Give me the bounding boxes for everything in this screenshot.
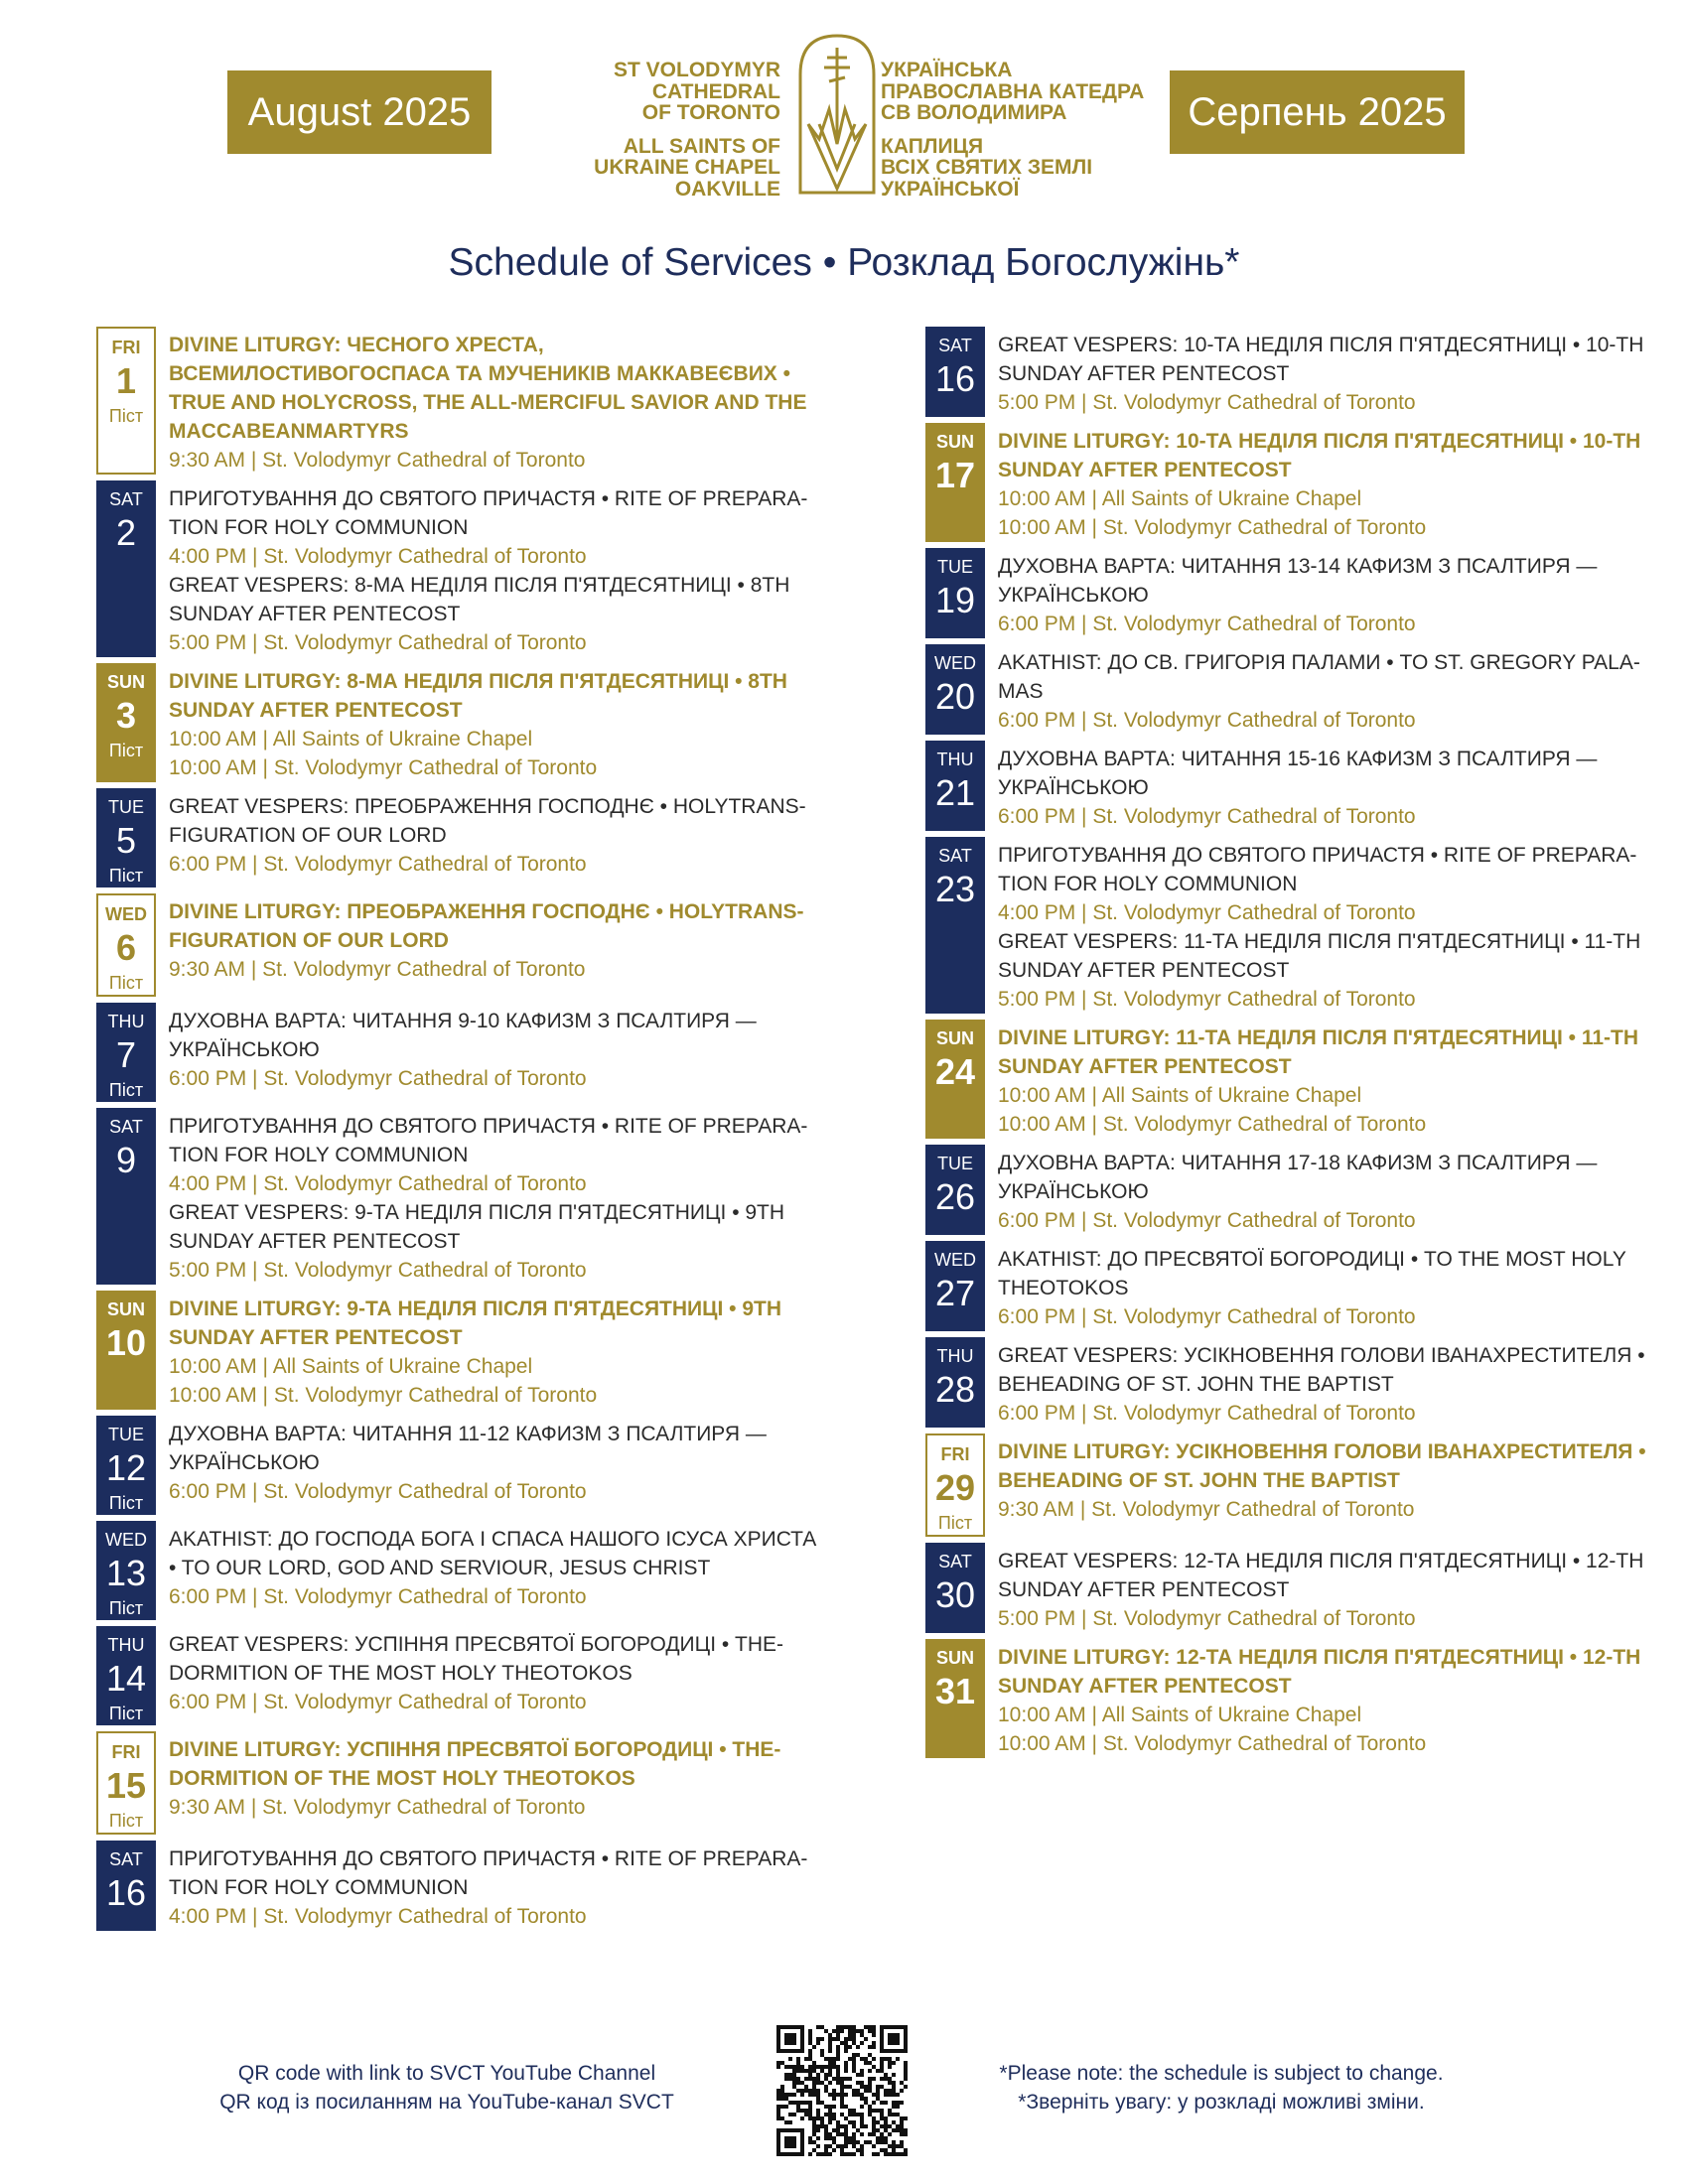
fast-label: Піст bbox=[108, 973, 144, 993]
day-of-week: FRI bbox=[940, 1444, 970, 1464]
entry-details bbox=[985, 548, 1650, 638]
day-of-week: TUE bbox=[937, 557, 973, 577]
service-title: ДУХОВНА ВАРТА: ЧИТАННЯ 13-14 КАФИЗМ З ПСАЛТИРЯ — bbox=[998, 555, 1598, 578]
logo-line: ALL SAINTS OF bbox=[623, 134, 780, 158]
note-en: *Please note: the schedule is subject to change. bbox=[999, 2062, 1444, 2085]
service-title: GREAT VESPERS: 9-ТА НЕДІЛЯ ПІСЛЯ П'ЯТДЕСЯТНИЦІ • 9TH bbox=[169, 1201, 785, 1224]
service-title: SUNDAY AFTER PENTECOST bbox=[998, 1055, 1292, 1078]
service-title: GREAT VESPERS: 12-ТА НЕДІЛЯ ПІСЛЯ П'ЯТДЕСЯТНИЦІ • 12-TH bbox=[998, 1550, 1644, 1572]
fast-label: Піст bbox=[108, 1080, 144, 1100]
day-number: 12 bbox=[105, 1447, 147, 1488]
schedule-entry bbox=[925, 1639, 1650, 1758]
logo-line: ST VOLODYMYR bbox=[613, 59, 780, 81]
service-time-location: 6:00 PM | St. Volodymyr Cathedral of Toronto bbox=[998, 1305, 1416, 1328]
schedule-change-note bbox=[983, 2059, 1460, 2116]
logo-line: UKRAINE CHAPEL bbox=[594, 156, 780, 179]
service-title: TION FOR HOLY COMMUNION bbox=[998, 873, 1298, 895]
service-title: SUNDAY AFTER PENTECOST bbox=[169, 699, 463, 722]
day-of-week: SAT bbox=[109, 1117, 143, 1137]
date-badge bbox=[96, 1291, 156, 1410]
date-badge bbox=[925, 423, 985, 542]
day-of-week: THU bbox=[936, 750, 974, 769]
service-title: УКРАЇНСЬКОЮ bbox=[998, 584, 1149, 607]
entry-details bbox=[156, 788, 821, 887]
day-number: 5 bbox=[115, 820, 137, 861]
entry-details bbox=[985, 644, 1650, 735]
fast-label: Піст bbox=[108, 1704, 144, 1723]
logo-text-en bbox=[594, 60, 780, 200]
service-title: ПРИГОТУВАННЯ ДО СВЯТОГО ПРИЧАСТЯ • RITE OF PREPARA- bbox=[169, 487, 808, 510]
fast-label: Піст bbox=[108, 406, 144, 426]
day-of-week: SAT bbox=[938, 846, 972, 866]
entry-details bbox=[985, 1337, 1650, 1428]
service-title: GREAT VESPERS: 11-ТА НЕДІЛЯ ПІСЛЯ П'ЯТДЕСЯТНИЦІ • 11-TH bbox=[998, 930, 1641, 953]
cathedral-cross-logo-icon bbox=[794, 30, 880, 196]
schedule-entry bbox=[96, 788, 821, 887]
entry-details bbox=[156, 1731, 821, 1835]
schedule-entry bbox=[925, 1145, 1650, 1235]
schedule-entry bbox=[925, 837, 1650, 1014]
service-time-location: 10:00 AM | All Saints of Ukraine Chapel bbox=[998, 487, 1362, 510]
logo-line: CATHEDRAL bbox=[651, 79, 780, 103]
service-time-location: 6:00 PM | St. Volodymyr Cathedral of Toronto bbox=[998, 709, 1416, 732]
service-time-location: 10:00 AM | St. Volodymyr Cathedral of Toronto bbox=[169, 756, 598, 779]
logo-line: УКРАЇНСЬКА bbox=[881, 59, 1013, 81]
service-time-location: 6:00 PM | St. Volodymyr Cathedral of Toronto bbox=[998, 1209, 1416, 1232]
day-of-week: SUN bbox=[106, 1299, 145, 1319]
date-badge bbox=[925, 327, 985, 417]
service-time-location: 9:30 AM | St. Volodymyr Cathedral of Toronto bbox=[169, 1796, 586, 1819]
service-title: SUNDAY AFTER PENTECOST bbox=[169, 603, 461, 625]
service-title: SUNDAY AFTER PENTECOST bbox=[998, 459, 1292, 481]
day-of-week: FRI bbox=[111, 338, 141, 357]
day-number: 3 bbox=[115, 695, 137, 736]
date-badge bbox=[925, 1020, 985, 1139]
service-time-location: 4:00 PM | St. Volodymyr Cathedral of Toronto bbox=[998, 901, 1416, 924]
schedule-entry bbox=[925, 1020, 1650, 1139]
schedule-entry bbox=[96, 1731, 821, 1835]
date-badge bbox=[96, 1003, 156, 1102]
date-badge bbox=[96, 1626, 156, 1725]
page-title: Schedule of Services • Розклад Богослужінь* bbox=[448, 241, 1240, 284]
month-label-uk: Серпень 2025 bbox=[1170, 70, 1465, 154]
entry-details bbox=[156, 1291, 821, 1410]
entry-details bbox=[156, 663, 821, 782]
day-of-week: THU bbox=[936, 1346, 974, 1366]
day-number: 16 bbox=[105, 1872, 147, 1913]
day-number: 6 bbox=[115, 927, 137, 968]
schedule-entry bbox=[96, 1841, 821, 1931]
service-title: DIVINE LITURGY: ЧЕСНОГО ХРЕСТА, bbox=[169, 334, 544, 356]
day-of-week: WED bbox=[105, 1530, 147, 1550]
schedule-entry bbox=[96, 1626, 821, 1725]
service-time-location: 6:00 PM | St. Volodymyr Cathedral of Toronto bbox=[998, 1402, 1416, 1425]
logo-line: OAKVILLE bbox=[674, 177, 780, 201]
service-title: ПРИГОТУВАННЯ ДО СВЯТОГО ПРИЧАСТЯ • RITE OF PREPARA- bbox=[169, 1847, 808, 1870]
day-number: 20 bbox=[934, 676, 976, 717]
service-title: MACCABEANMARTYRS bbox=[169, 420, 409, 443]
entry-details bbox=[985, 741, 1650, 831]
service-title: ПРИГОТУВАННЯ ДО СВЯТОГО ПРИЧАСТЯ • RITE OF PREPARA- bbox=[998, 844, 1637, 867]
date-badge bbox=[925, 644, 985, 735]
date-badge bbox=[925, 741, 985, 831]
service-title: DIVINE LITURGY: 10-ТА НЕДІЛЯ ПІСЛЯ П'ЯТДЕСЯТНИЦІ • 10-TH bbox=[998, 430, 1641, 453]
fast-label: Піст bbox=[108, 1811, 144, 1831]
schedule-entry bbox=[925, 741, 1650, 831]
service-title: FIGURATION OF OUR LORD bbox=[169, 824, 447, 847]
fast-label: Піст bbox=[108, 1493, 144, 1513]
date-badge bbox=[96, 327, 156, 475]
day-of-week: WED bbox=[934, 653, 976, 673]
schedule-entry bbox=[96, 1291, 821, 1410]
day-of-week: SAT bbox=[938, 1552, 972, 1571]
service-title: DIVINE LITURGY: ПРЕОБРАЖЕННЯ ГОСПОДНЄ • HOLYTRANS- bbox=[169, 900, 804, 923]
service-title: DIVINE LITURGY: УСІКНОВЕННЯ ГОЛОВИ ІВАНАХРЕСТИТЕЛЯ • bbox=[998, 1440, 1646, 1463]
note-uk: *Зверніть увагу: у розкладі можливі зміни. bbox=[1018, 2091, 1425, 2114]
entry-details bbox=[985, 1433, 1650, 1537]
service-title: SUNDAY AFTER PENTECOST bbox=[998, 1675, 1292, 1698]
date-badge bbox=[925, 837, 985, 1014]
service-time-location: 10:00 AM | St. Volodymyr Cathedral of Toronto bbox=[998, 1732, 1427, 1755]
day-number: 14 bbox=[105, 1658, 147, 1699]
schedule-entry bbox=[925, 327, 1650, 417]
day-number: 19 bbox=[934, 580, 976, 620]
service-title: УКРАЇНСЬКОЮ bbox=[998, 776, 1149, 799]
date-badge bbox=[96, 1108, 156, 1285]
entry-details bbox=[985, 837, 1650, 1014]
service-title: DIVINE LITURGY: 11-ТА НЕДІЛЯ ПІСЛЯ П'ЯТДЕСЯТНИЦІ • 11-TH bbox=[998, 1026, 1639, 1049]
day-number: 30 bbox=[934, 1574, 976, 1615]
logo-line: КАПЛИЦЯ bbox=[881, 134, 984, 158]
day-of-week: FRI bbox=[111, 1742, 141, 1762]
service-title: УКРАЇНСЬКОЮ bbox=[169, 1451, 320, 1474]
service-time-location: 9:30 AM | St. Volodymyr Cathedral of Toronto bbox=[998, 1498, 1415, 1521]
service-title: GREAT VESPERS: 10-ТА НЕДІЛЯ ПІСЛЯ П'ЯТДЕСЯТНИЦІ • 10-TH bbox=[998, 334, 1644, 356]
service-title: TION FOR HOLY COMMUNION bbox=[169, 1144, 469, 1166]
day-of-week: THU bbox=[107, 1012, 145, 1031]
service-time-location: 10:00 AM | St. Volodymyr Cathedral of Toronto bbox=[169, 1384, 598, 1407]
service-title: AKATHIST: ДО ГОСПОДА БОГА І СПАСА НАШОГО ІСУСА ХРИСТА bbox=[169, 1528, 817, 1551]
service-title: SUNDAY AFTER PENTECOST bbox=[169, 1326, 463, 1349]
entry-details bbox=[156, 1108, 821, 1285]
service-time-location: 9:30 AM | St. Volodymyr Cathedral of Toronto bbox=[169, 958, 586, 981]
day-number: 21 bbox=[934, 772, 976, 813]
service-time-location: 6:00 PM | St. Volodymyr Cathedral of Toronto bbox=[998, 613, 1416, 635]
schedule-entry bbox=[925, 548, 1650, 638]
service-time-location: 6:00 PM | St. Volodymyr Cathedral of Toronto bbox=[169, 1480, 587, 1503]
service-title: TION FOR HOLY COMMUNION bbox=[169, 516, 469, 539]
service-title: ВСЕМИЛОСТИВОГОСПАСА ТА МУЧЕНИКІВ МАККАВЕЄВИХ • bbox=[169, 362, 791, 385]
schedule-entry bbox=[96, 1108, 821, 1285]
qr-code-icon[interactable] bbox=[776, 2025, 908, 2156]
schedule-entry bbox=[96, 1003, 821, 1102]
day-number: 15 bbox=[105, 1765, 147, 1806]
schedule-entry bbox=[96, 893, 821, 997]
schedule-entry bbox=[925, 1241, 1650, 1331]
logo-line: ПРАВОСЛАВНА КАТЕДРА bbox=[881, 79, 1145, 103]
date-badge bbox=[925, 1241, 985, 1331]
day-number: 17 bbox=[934, 455, 976, 495]
qr-caption-en: QR code with link to SVCT YouTube Channel bbox=[237, 2062, 656, 2085]
day-number: 24 bbox=[934, 1051, 976, 1092]
day-of-week: TUE bbox=[937, 1154, 973, 1173]
service-title: SUNDAY AFTER PENTECOST bbox=[998, 959, 1290, 982]
day-number: 1 bbox=[115, 360, 137, 401]
day-of-week: WED bbox=[934, 1250, 976, 1270]
service-title: AKATHIST: ДО ПРЕСВЯТОЇ БОГОРОДИЦІ • TO THE MOST HOLY bbox=[998, 1248, 1626, 1271]
entry-details bbox=[156, 1841, 821, 1931]
fast-label: Піст bbox=[937, 1513, 973, 1533]
service-title: THEOTOKOS bbox=[998, 1277, 1129, 1299]
service-title: TRUE AND HOLYCROSS, THE ALL-MERCIFUL SAVIOR AND THE bbox=[169, 391, 807, 414]
fast-label: Піст bbox=[108, 866, 144, 886]
service-time-location: 10:00 AM | St. Volodymyr Cathedral of Toronto bbox=[998, 1113, 1427, 1136]
service-title: DIVINE LITURGY: 8-МА НЕДІЛЯ ПІСЛЯ П'ЯТДЕСЯТНИЦІ • 8TH bbox=[169, 670, 787, 693]
service-time-location: 10:00 AM | All Saints of Ukraine Chapel bbox=[169, 728, 533, 751]
entry-details bbox=[156, 480, 821, 657]
day-of-week: SUN bbox=[106, 672, 145, 692]
date-badge bbox=[96, 663, 156, 782]
day-number: 7 bbox=[115, 1034, 137, 1075]
date-badge bbox=[925, 1433, 985, 1537]
day-of-week: TUE bbox=[108, 1425, 144, 1444]
service-title: BEHEADING OF ST. JOHN THE BAPTIST bbox=[998, 1373, 1394, 1396]
entry-details bbox=[156, 1521, 821, 1620]
entry-details bbox=[156, 893, 821, 997]
fast-label: Піст bbox=[108, 1598, 144, 1618]
service-title: DIVINE LITURGY: 12-ТА НЕДІЛЯ ПІСЛЯ П'ЯТДЕСЯТНИЦІ • 12-TH bbox=[998, 1646, 1641, 1669]
service-time-location: 10:00 AM | St. Volodymyr Cathedral of Toronto bbox=[998, 516, 1427, 539]
service-time-location: 4:00 PM | St. Volodymyr Cathedral of Toronto bbox=[169, 1905, 587, 1928]
schedule-entry bbox=[925, 1337, 1650, 1428]
day-number: 27 bbox=[934, 1273, 976, 1313]
day-of-week: WED bbox=[105, 904, 147, 924]
service-title: ПРИГОТУВАННЯ ДО СВЯТОГО ПРИЧАСТЯ • RITE OF PREPARA- bbox=[169, 1115, 808, 1138]
entry-details bbox=[985, 327, 1650, 417]
entry-details bbox=[156, 1003, 821, 1102]
date-badge bbox=[96, 1416, 156, 1515]
day-number: 26 bbox=[934, 1176, 976, 1217]
service-time-location: 10:00 AM | All Saints of Ukraine Chapel bbox=[998, 1704, 1362, 1726]
day-of-week: SAT bbox=[109, 489, 143, 509]
service-time-location: 6:00 PM | St. Volodymyr Cathedral of Toronto bbox=[998, 805, 1416, 828]
service-title: ДУХОВНА ВАРТА: ЧИТАННЯ 15-16 КАФИЗМ З ПСАЛТИРЯ — bbox=[998, 748, 1598, 770]
day-number: 16 bbox=[934, 358, 976, 399]
service-title: TION FOR HOLY COMMUNION bbox=[169, 1876, 469, 1899]
service-title: GREAT VESPERS: УСПІННЯ ПРЕСВЯТОЇ БОГОРОДИЦІ • THE- bbox=[169, 1633, 784, 1656]
entry-details bbox=[985, 1241, 1650, 1331]
schedule-entry bbox=[96, 327, 821, 475]
day-of-week: SAT bbox=[938, 336, 972, 355]
entry-details bbox=[985, 1543, 1650, 1633]
day-of-week: SUN bbox=[935, 432, 974, 452]
service-title: DORMITION OF THE MOST HOLY THEOTOKOS bbox=[169, 1662, 633, 1685]
service-title: MAS bbox=[998, 680, 1044, 703]
service-time-location: 5:00 PM | St. Volodymyr Cathedral of Toronto bbox=[998, 1607, 1416, 1630]
entry-details bbox=[156, 327, 821, 475]
schedule-column-left bbox=[96, 327, 821, 1937]
service-time-location: 5:00 PM | St. Volodymyr Cathedral of Toronto bbox=[169, 631, 587, 654]
service-title: AKATHIST: ДО СВ. ГРИГОРІЯ ПАЛАМИ • TO ST. GREGORY PALA- bbox=[998, 651, 1640, 674]
entry-details bbox=[156, 1416, 821, 1515]
service-title: FIGURATION OF OUR LORD bbox=[169, 929, 449, 952]
service-title: SUNDAY AFTER PENTECOST bbox=[169, 1230, 461, 1253]
schedule-column-right bbox=[925, 327, 1650, 1764]
service-time-location: 10:00 AM | All Saints of Ukraine Chapel bbox=[998, 1084, 1362, 1107]
service-title: DORMITION OF THE MOST HOLY THEOTOKOS bbox=[169, 1767, 635, 1790]
service-title: • TO OUR LORD, GOD AND SERVIOUR, JESUS CHRIST bbox=[169, 1557, 711, 1579]
day-number: 9 bbox=[115, 1140, 137, 1180]
entry-details bbox=[156, 1626, 821, 1725]
fast-label: Піст bbox=[108, 741, 144, 760]
month-label-en: August 2025 bbox=[227, 70, 492, 154]
day-of-week: SAT bbox=[109, 1849, 143, 1869]
logo-line: ВСІХ СВЯТИХ ЗЕМЛІ bbox=[881, 156, 1093, 179]
day-of-week: SUN bbox=[935, 1028, 974, 1048]
day-of-week: SUN bbox=[935, 1648, 974, 1668]
schedule-entry bbox=[96, 663, 821, 782]
service-title: GREAT VESPERS: ПРЕОБРАЖЕННЯ ГОСПОДНЄ • HOLYTRANS- bbox=[169, 795, 806, 818]
service-title: GREAT VESPERS: УСІКНОВЕННЯ ГОЛОВИ ІВАНАХРЕСТИТЕЛЯ • bbox=[998, 1344, 1645, 1367]
logo-line: OF TORONTO bbox=[641, 101, 780, 124]
service-title: DIVINE LITURGY: 9-ТА НЕДІЛЯ ПІСЛЯ П'ЯТДЕСЯТНИЦІ • 9TH bbox=[169, 1297, 781, 1320]
schedule-entry bbox=[96, 480, 821, 657]
schedule-entry bbox=[925, 423, 1650, 542]
day-number: 31 bbox=[934, 1671, 976, 1711]
day-of-week: TUE bbox=[108, 797, 144, 817]
date-badge bbox=[925, 1145, 985, 1235]
service-title: DIVINE LITURGY: УСПІННЯ ПРЕСВЯТОЇ БОГОРОДИЦІ • THE- bbox=[169, 1738, 781, 1761]
date-badge bbox=[925, 548, 985, 638]
date-badge bbox=[96, 893, 156, 997]
service-time-location: 6:00 PM | St. Volodymyr Cathedral of Toronto bbox=[169, 1067, 587, 1090]
schedule-entry bbox=[925, 1433, 1650, 1537]
date-badge bbox=[925, 1639, 985, 1758]
service-title: SUNDAY AFTER PENTECOST bbox=[998, 362, 1290, 385]
service-title: УКРАЇНСЬКОЮ bbox=[998, 1180, 1149, 1203]
service-title: SUNDAY AFTER PENTECOST bbox=[998, 1578, 1290, 1601]
service-time-location: 6:00 PM | St. Volodymyr Cathedral of Toronto bbox=[169, 1691, 587, 1713]
service-time-location: 6:00 PM | St. Volodymyr Cathedral of Toronto bbox=[169, 1585, 587, 1608]
date-badge bbox=[96, 1521, 156, 1620]
qr-caption-uk: QR код із посиланням на YouTube-канал SVCT bbox=[219, 2091, 674, 2114]
entry-details bbox=[985, 1020, 1650, 1139]
date-badge bbox=[96, 1731, 156, 1835]
day-number: 13 bbox=[105, 1553, 147, 1593]
date-badge bbox=[96, 1841, 156, 1931]
service-time-location: 9:30 AM | St. Volodymyr Cathedral of Toronto bbox=[169, 449, 586, 472]
day-of-week: THU bbox=[107, 1635, 145, 1655]
logo-text-uk bbox=[881, 60, 1144, 200]
day-number: 29 bbox=[934, 1467, 976, 1508]
day-number: 28 bbox=[934, 1369, 976, 1410]
logo-line: УКРАЇНСЬКОЇ bbox=[881, 177, 1020, 201]
day-number: 23 bbox=[934, 869, 976, 909]
date-badge bbox=[96, 480, 156, 657]
entry-details bbox=[985, 1145, 1650, 1235]
day-number: 10 bbox=[105, 1322, 147, 1363]
entry-details bbox=[985, 1639, 1650, 1758]
service-title: ДУХОВНА ВАРТА: ЧИТАННЯ 11-12 КАФИЗМ З ПСАЛТИРЯ — bbox=[169, 1423, 767, 1445]
service-time-location: 4:00 PM | St. Volodymyr Cathedral of Toronto bbox=[169, 545, 587, 568]
service-time-location: 4:00 PM | St. Volodymyr Cathedral of Toronto bbox=[169, 1172, 587, 1195]
schedule-entry bbox=[96, 1416, 821, 1515]
date-badge bbox=[96, 788, 156, 887]
date-badge bbox=[925, 1337, 985, 1428]
service-time-location: 5:00 PM | St. Volodymyr Cathedral of Toronto bbox=[998, 988, 1416, 1011]
service-title: ДУХОВНА ВАРТА: ЧИТАННЯ 17-18 КАФИЗМ З ПСАЛТИРЯ — bbox=[998, 1152, 1598, 1174]
qr-caption bbox=[209, 2059, 685, 2116]
date-badge bbox=[925, 1543, 985, 1633]
entry-details bbox=[985, 423, 1650, 542]
service-title: GREAT VESPERS: 8-МА НЕДІЛЯ ПІСЛЯ П'ЯТДЕСЯТНИЦІ • 8TH bbox=[169, 574, 790, 597]
service-time-location: 5:00 PM | St. Volodymyr Cathedral of Toronto bbox=[998, 391, 1416, 414]
logo-line: СВ ВОЛОДИМИРА bbox=[881, 101, 1067, 124]
schedule-entry bbox=[925, 1543, 1650, 1633]
service-time-location: 10:00 AM | All Saints of Ukraine Chapel bbox=[169, 1355, 533, 1378]
service-time-location: 6:00 PM | St. Volodymyr Cathedral of Toronto bbox=[169, 853, 587, 876]
service-title: УКРАЇНСЬКОЮ bbox=[169, 1038, 320, 1061]
day-number: 2 bbox=[115, 512, 137, 553]
schedule-entry bbox=[96, 1521, 821, 1620]
service-title: ДУХОВНА ВАРТА: ЧИТАННЯ 9-10 КАФИЗМ З ПСАЛТИРЯ — bbox=[169, 1010, 757, 1032]
service-title: BEHEADING OF ST. JOHN THE BAPTIST bbox=[998, 1469, 1400, 1492]
service-time-location: 5:00 PM | St. Volodymyr Cathedral of Toronto bbox=[169, 1259, 587, 1282]
schedule-entry bbox=[925, 644, 1650, 735]
